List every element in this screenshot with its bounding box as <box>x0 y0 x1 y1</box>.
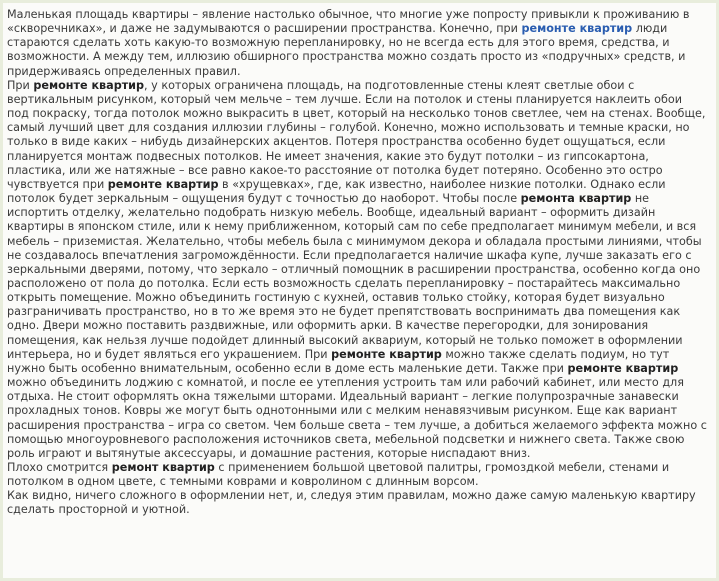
keyword-bold: ремонта квартир <box>520 192 632 206</box>
paragraph-text: с применением большой цветовой палитры, громоздкой мебели, стенами и потолком в одном цвете, с темными коврами и ковролином с длинным ворсом. <box>7 461 670 489</box>
paragraph-text: не испортить отделку, желательно подобрать низкую мебель. Вообще, идеальный вариант – оформить дизайн квартиры в японском стиле, или к нему приближенном, который сам по себе предполагает минимум мебели, и вся мебель – приземистая. Желательно, чтобы мебель была с минимумом декора и обладала простыми линиями, чтобы не создавалось впечатления загромождённости. Если предполагается наличие шкафа купе, лучше заказать его с зеркальными дверями, потому, что зеркало – отличный помощник в расширении пространства, особенно когда оно расположено от пола до потолка. Если есть возможность сделать перепланировку – постарайтесь максимально открыть помещение. Можно объединить гостиную с кухней, оставив только стойку, которая будет визуально разграничивать пространство, но в то же время это не будет препятствовать воспринимать два помещения как одно. Двери можно поставить раздвижные, или оформить арки. В качестве перегородки, для зонирования помещения, как нельзя лучше подойдет длинный высокий аквариум, который не только поможет в оформлении интерьера, но и будет являться его украшением. При <box>7 192 702 361</box>
paragraph-main <box>7 79 707 461</box>
paragraph-text: можно объединить лоджию с комнатой, и после ее утепления устроить там или рабочий кабинет, или место для отдыха. Не стоит оформлять окна тяжелыми шторами. Идеальный вариант – легкие полупрозрачные занавески прохладных тонов. Ковры же могут быть однотонными или с мелким ненавязчивым рисунком. Еще как вариант расширения пространства – игра со светом. Чем больше света – тем лучше, а добиться желаемого эффекта можно с помощью многоуровневого расположения источников света, мебельной подсветки и нижнего света. Также свою роль играют и вытянутые аксессуары, и домашние растения, которые ниспадают вниз. <box>7 376 707 460</box>
keyword-bold: ремонт квартир <box>111 461 215 474</box>
paragraph-text: , у которых ограничена площадь, на подготовленные стены клеят светлые обои с вертикальным рисунком, который чем мельче – тем лучше. Если на потолок и стены планируется наклеить обои под покраску, тогда потолок можно выкрасить в цвет, который на несколько тонов светлее, чем на стенах. Вообще, самый лучший цвет для создания иллюзии глубины – голубой. Конечно, можно использовать и темные краски, но только в виде каких – нибудь дизайнерских акцентов. Потеря пространства особенно будет ощущаться, если планируется монтаж подвесных потолков. Не имеет значения, какие это будут потолки – из гипсокартона, пластика, или же натяжные – все равно какое-то расстояние от потолка будет потеряно. Особенно это остро чувствуется при <box>7 78 706 191</box>
paragraph-text: Маленькая площадь квартиры – явление настолько обычное, что многие уже попросту привыкли к проживанию в «скворечниках», и даже не задумываются о расширении пространства. Конечно, при <box>7 8 690 36</box>
paragraph-text: При <box>7 78 34 92</box>
paragraph-conclusion <box>7 489 707 517</box>
keyword-bold: ремонте квартир <box>331 347 442 361</box>
keyword-bold: ремонте квартир <box>567 361 679 375</box>
keyword-bold: ремонте квартир <box>33 78 145 92</box>
paragraph-text: можно также сделать подиум, но тут нужно быть особенно внимательным, особенно если в доме есть маленькие дети. Также при <box>7 347 670 375</box>
keyword-link[interactable]: ремонте квартир <box>521 22 633 36</box>
article-body <box>7 8 707 518</box>
paragraph-intro <box>7 8 707 79</box>
paragraph-text: Плохо смотрится <box>7 461 112 474</box>
paragraph-text: в «хрущевках», где, как известно, наиболее низкие потолки. Однако если потолок будет зеркальным – ощущения будут с точностью до наоборот. Чтобы после <box>7 177 666 206</box>
paragraph-text: Как видно, ничего сложного в оформлении нет, и, следуя этим правилам, можно даже самую маленькую квартиру сделать просторной и уютной. <box>7 489 696 517</box>
keyword-bold: ремонте квартир <box>107 177 219 191</box>
paragraph-bad-choices <box>7 461 707 489</box>
paragraph-text: люди стараются сделать хоть какую-то возможную перепланировку, но не всегда есть для этого время, средства, и возможности. А между тем, иллюзию обширного пространства можно создать просто из «подручных» средств, и придерживаясь определенных правил. <box>7 22 686 78</box>
